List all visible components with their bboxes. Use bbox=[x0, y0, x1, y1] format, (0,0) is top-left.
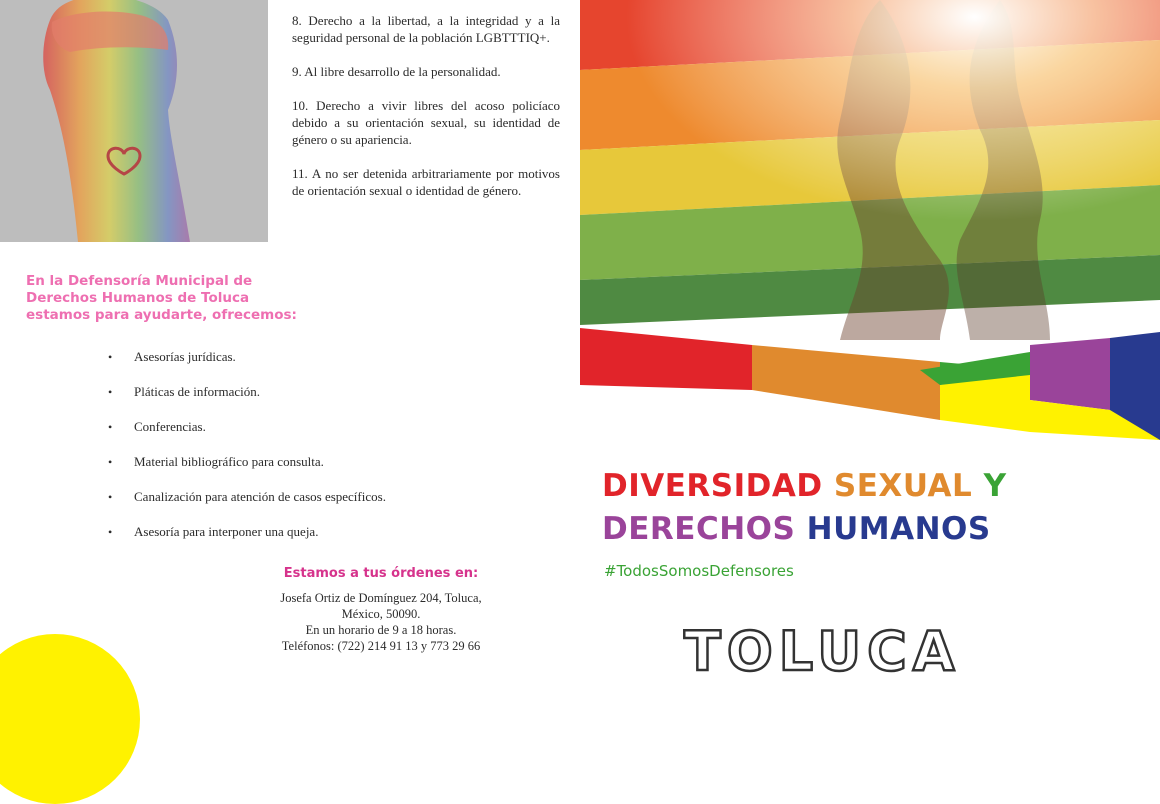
intro-line: En la Defensoría Municipal de bbox=[26, 273, 253, 289]
contact-hours: En un horario de 9 a 18 horas. bbox=[305, 623, 457, 637]
service-item: • Asesorías jurídicas. bbox=[108, 348, 386, 383]
service-item: • Asesoría para interponer una queja. bbox=[108, 523, 386, 558]
hashtag: #TodosSomosDefensores bbox=[604, 562, 794, 580]
intro-line: estamos para ayudarte, ofrecemos: bbox=[26, 307, 297, 323]
contact-title: Estamos a tus órdenes en: bbox=[283, 566, 479, 581]
services-list bbox=[108, 348, 386, 558]
contact-info bbox=[246, 590, 516, 654]
right-10: 10. Derecho a vivir libres del acoso policíaco debido a su orientación sexual, su identidad de género o su apariencia. bbox=[292, 98, 560, 147]
fist-photo bbox=[0, 0, 268, 242]
title-word: HUMANOS bbox=[806, 511, 991, 547]
right-8: 8. Derecho a la libertad, a la integridad y a la seguridad personal de la población LGBTTTIQ+. bbox=[292, 13, 560, 45]
service-item: • Material bibliográfico para consulta. bbox=[108, 453, 386, 488]
title-word: DERECHOS bbox=[602, 511, 796, 547]
contact-address: México, 50090. bbox=[341, 607, 421, 621]
logo-text: TOLUCA bbox=[684, 620, 961, 683]
title-word: DIVERSIDAD bbox=[602, 468, 823, 504]
service-item: • Canalización para atención de casos específicos. bbox=[108, 488, 386, 523]
contact-phones: Teléfonos: (722) 214 91 13 y 773 29 66 bbox=[281, 639, 481, 653]
toluca-logo-graphic bbox=[684, 620, 1044, 683]
title-word: Y bbox=[983, 468, 1007, 504]
title-line-2 bbox=[602, 508, 1007, 551]
right-9: 9. Al libre desarrollo de la personalidad. bbox=[292, 64, 501, 79]
contact-address: Josefa Ortiz de Domínguez 204, Toluca, bbox=[280, 591, 482, 605]
service-item: • Pláticas de información. bbox=[108, 383, 386, 418]
service-item: • Conferencias. bbox=[108, 418, 386, 453]
toluca-logo bbox=[684, 620, 1044, 683]
title-word: SEXUAL bbox=[833, 468, 973, 504]
services-intro bbox=[26, 273, 366, 324]
brochure-title bbox=[602, 465, 1007, 551]
title-line-1 bbox=[602, 465, 1007, 508]
rights-list bbox=[292, 12, 560, 216]
intro-line: Derechos Humanos de Toluca bbox=[26, 290, 250, 306]
yellow-circle-decoration bbox=[0, 634, 140, 804]
right-11: 11. A no ser detenida arbitrariamente por motivos de orientación sexual o identidad de género. bbox=[292, 166, 560, 198]
hero-image bbox=[580, 0, 1160, 445]
